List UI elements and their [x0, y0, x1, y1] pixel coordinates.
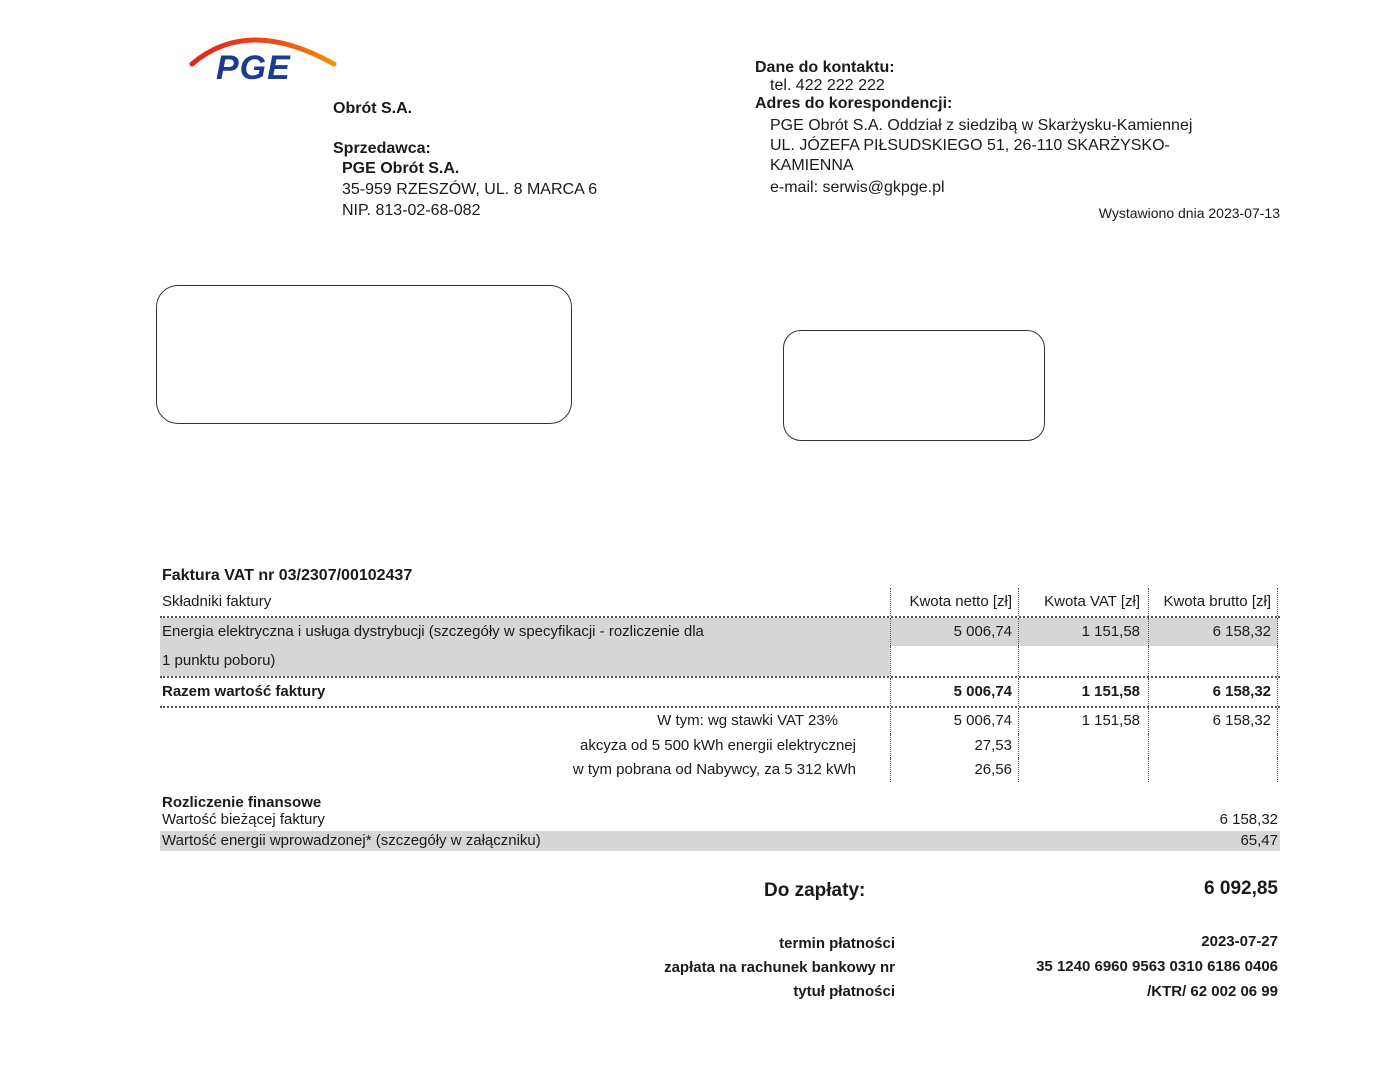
breakdown-brutto [1148, 734, 1278, 758]
recipient-address-window [156, 285, 572, 424]
item-description-line2: 1 punktu poboru) [160, 646, 890, 676]
total-netto: 5 006,74 [890, 678, 1018, 706]
contact-email: e-mail: serwis@gkpge.pl [770, 179, 945, 196]
payment-title-label: tytuł płatności [793, 983, 895, 1000]
breakdown-row [160, 758, 1280, 782]
payment-title-value: /KTR/ 62 002 06 99 [1147, 983, 1278, 1000]
total-row [160, 678, 1280, 708]
total-brutto: 6 158,32 [1148, 678, 1278, 706]
payment-term-label: termin płatności [779, 935, 895, 952]
breakdown-label: w tym pobrana od Nabywcy, za 5 312 kWh [572, 761, 856, 778]
breakdown-row [160, 734, 1280, 758]
bank-account-value: 35 1240 6960 9563 0310 6186 0406 [1036, 958, 1278, 975]
breakdown-brutto [1148, 758, 1278, 782]
seller-label: Sprzedawca: [333, 140, 431, 157]
amount-due-value: 6 092,85 [1204, 878, 1278, 899]
finance-row-value: 6 158,32 [1219, 811, 1278, 828]
breakdown-netto: 26,56 [890, 758, 1018, 782]
invoice-table [160, 588, 1280, 782]
company-name: Obrót S.A. [333, 100, 413, 117]
total-vat: 1 151,58 [1018, 678, 1148, 706]
table-row [160, 618, 1280, 646]
finance-row [160, 811, 1280, 831]
contact-label: Dane do kontaktu: [755, 59, 895, 76]
correspondence-address-line1: PGE Obrót S.A. Oddział z siedzibą w Skarżysku-Kamiennej [770, 117, 1193, 134]
breakdown-netto: 5 006,74 [890, 708, 1018, 734]
correspondence-label: Adres do korespondencji: [755, 95, 953, 112]
col-header-netto: Kwota netto [zł] [890, 588, 1018, 616]
correspondence-address-line2: UL. JÓZEFA PIŁSUDSKIEGO 51, 26-110 SKARŻYSKO- [770, 137, 1170, 154]
table-row [160, 646, 1280, 678]
breakdown-brutto: 6 158,32 [1148, 708, 1278, 734]
finance-row-label: Wartość bieżącej faktury [162, 811, 325, 828]
amount-due-label: Do zapłaty: [764, 880, 866, 901]
finance-row-value: 65,47 [1240, 832, 1278, 849]
correspondence-address-line3: KAMIENNA [770, 157, 854, 174]
breakdown-netto: 27,53 [890, 734, 1018, 758]
empty-cell [1148, 646, 1278, 676]
empty-cell [890, 646, 1018, 676]
item-netto: 5 006,74 [890, 618, 1018, 646]
barcode-window [783, 330, 1045, 441]
bank-account-label: zapłata na rachunek bankowy nr [664, 959, 895, 976]
breakdown-label: akcyza od 5 500 kWh energii elektrycznej [580, 737, 856, 754]
item-description-line1: Energia elektryczna i usługa dystrybucji (szczegóły w specyfikacji - rozliczenie dla [160, 618, 890, 646]
invoice-title: Faktura VAT nr 03/2307/00102437 [162, 567, 413, 584]
breakdown-vat: 1 151,58 [1018, 708, 1148, 734]
issue-date: Wystawiono dnia 2023-07-13 [1098, 205, 1280, 221]
col-header-vat: Kwota VAT [zł] [1018, 588, 1148, 616]
breakdown-row [160, 708, 1280, 734]
seller-nip: NIP. 813-02-68-082 [342, 202, 481, 219]
table-header-row [160, 588, 1280, 618]
col-header-items: Składniki faktury [162, 593, 272, 610]
empty-cell [1018, 646, 1148, 676]
total-label: Razem wartość faktury [162, 683, 326, 700]
col-header-brutto: Kwota brutto [zł] [1148, 588, 1278, 616]
breakdown-vat [1018, 758, 1148, 782]
seller-name: PGE Obrót S.A. [342, 160, 460, 177]
finance-row [160, 831, 1280, 851]
finance-title: Rozliczenie finansowe [162, 794, 322, 811]
finance-row-label: Wartość energii wprowadzonej* (szczegóły w załączniku) [162, 832, 541, 849]
contact-phone: tel. 422 222 222 [770, 77, 885, 94]
seller-address: 35-959 RZESZÓW, UL. 8 MARCA 6 [342, 181, 598, 198]
breakdown-label: W tym: wg stawki VAT 23% [657, 712, 838, 729]
payment-term-value: 2023-07-27 [1201, 933, 1278, 950]
breakdown-vat [1018, 734, 1148, 758]
pge-logo-text: PGE [216, 49, 291, 87]
item-vat: 1 151,58 [1018, 618, 1148, 646]
item-brutto: 6 158,32 [1148, 618, 1278, 646]
